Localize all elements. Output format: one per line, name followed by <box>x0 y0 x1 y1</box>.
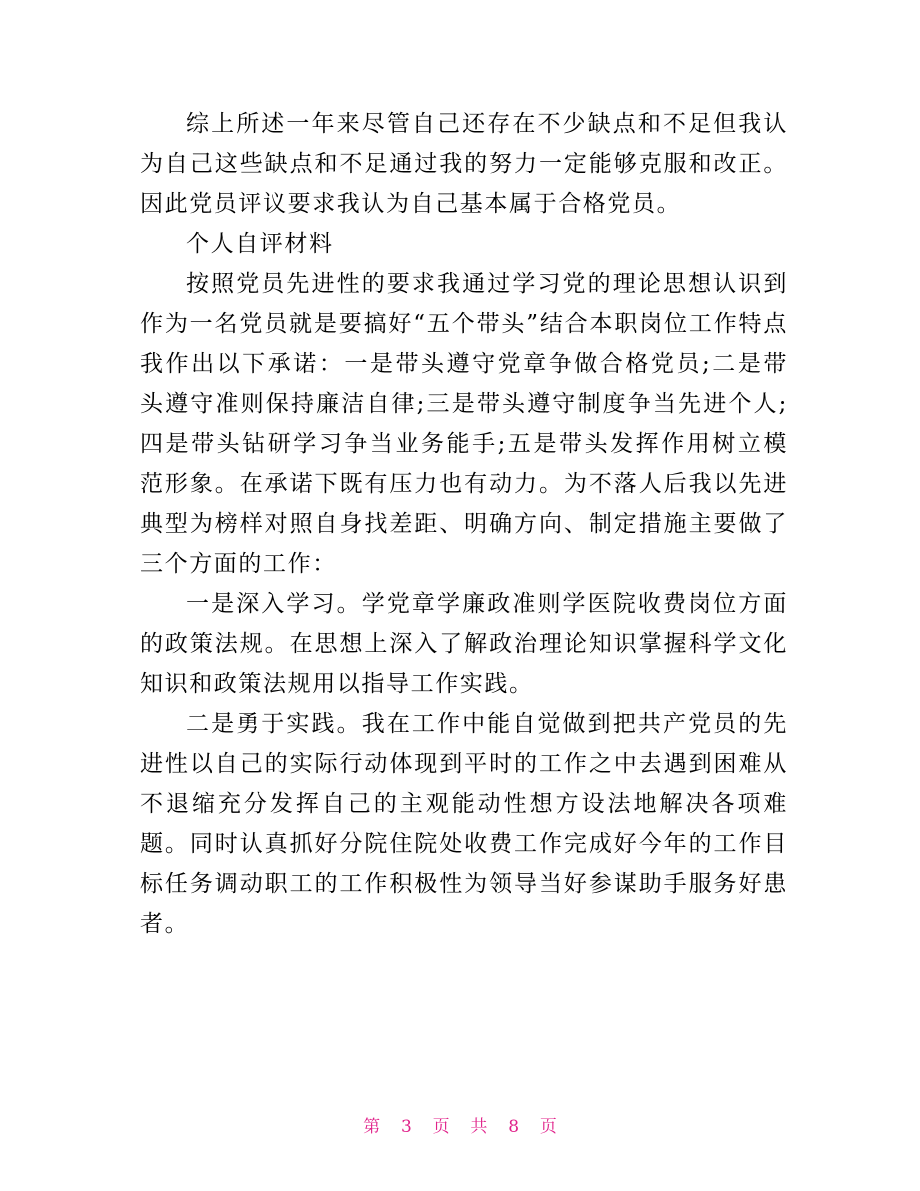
page-footer <box>0 1112 920 1137</box>
footer-suffix: 页 <box>539 1117 557 1137</box>
paragraph-commitments: 按照党员先进性的要求我通过学习党的理论思想认识到作为一名党员就是要搞好“五个带头”结合本职岗位工作特点我作出以下承诺：一是带头遵守党章争做合格党员;二是带头遵守准则保持廉洁自律;三是带头遵守制度争当先进个人;四是带头钻研学习争当业务能手;五是带头发挥作用树立模范形象。在承诺下既有压力也有动力。为不落人后我以先进典型为榜样对照自身找差距、明确方向、制定措施主要做了三个方面的工作： <box>140 271 788 577</box>
section-heading: 个人自评材料 <box>186 231 334 257</box>
footer-page-word: 页 <box>432 1117 450 1137</box>
footer-total-word: 共 <box>470 1117 488 1137</box>
footer-current-page: 3 <box>400 1117 412 1137</box>
paragraph-practice: 二是勇于实践。我在工作中能自觉做到把共产党员的先进性以自己的实际行动体现到平时的工作之中去遇到困难从不退缩充分发挥自己的主观能动性想方设法地解决各项难题。同时认真抓好分院住院处收费工作完成好今年的工作目标任务调动职工的工作积极性为领导当好参谋助手服务好患者。 <box>140 711 788 937</box>
footer-prefix: 第 <box>363 1117 381 1137</box>
document-body <box>140 104 788 944</box>
paragraph-conclusion: 综上所述一年来尽管自己还存在不少缺点和不足但我认为自己这些缺点和不足通过我的努力一定能够克服和改正。因此党员评议要求我认为自己基本属于合格党员。 <box>140 111 788 217</box>
paragraph-study: 一是深入学习。学党章学廉政准则学医院收费岗位方面的政策法规。在思想上深入了解政治理论知识掌握科学文化知识和政策法规用以指导工作实践。 <box>140 591 788 697</box>
footer-total-pages: 8 <box>508 1117 520 1137</box>
